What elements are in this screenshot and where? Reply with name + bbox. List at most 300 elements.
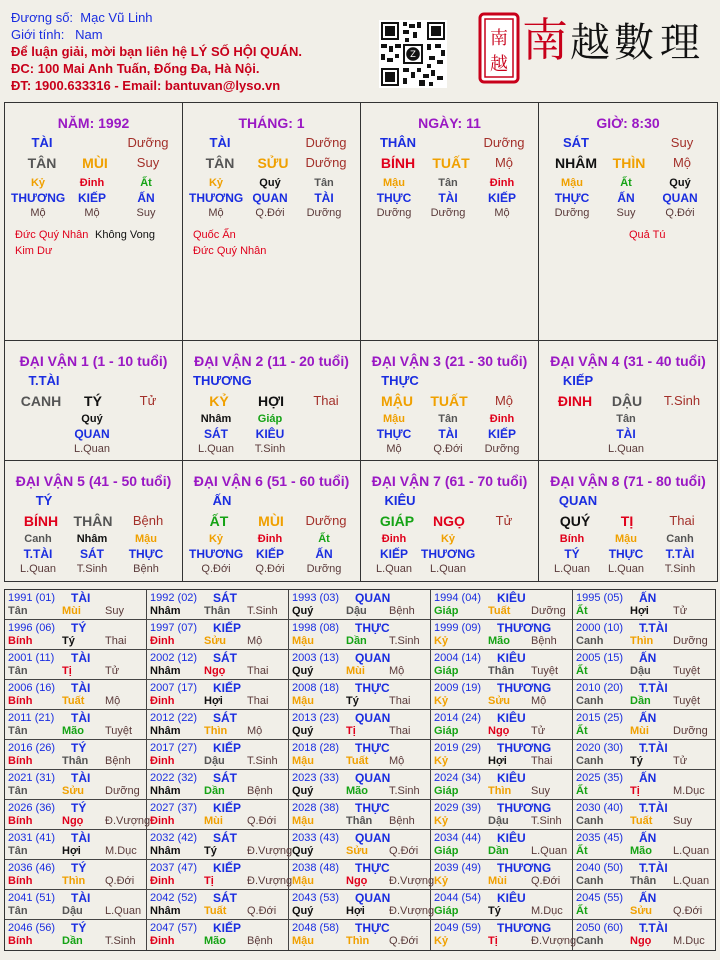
annual-status: Mộ [247, 725, 263, 737]
annual-cell[interactable] [431, 620, 573, 650]
annual-year: 2046 (56) [8, 922, 56, 934]
pillar-cell[interactable] [361, 103, 539, 341]
annual-cell[interactable] [573, 890, 715, 920]
annual-year: 2035 (45) [576, 832, 624, 844]
annual-cell[interactable] [147, 710, 289, 740]
dai-van-status: Mộ [494, 393, 514, 408]
annual-status: Tử [673, 755, 688, 767]
annual-god: SÁT [213, 591, 237, 605]
annual-cell[interactable] [147, 650, 289, 680]
annual-cell[interactable] [573, 590, 715, 620]
dai-van-cell[interactable] [183, 341, 361, 461]
annual-chi: Sửu [62, 785, 85, 797]
annual-chi: Tuất [488, 605, 511, 617]
annual-cell[interactable] [5, 830, 147, 860]
annual-cell[interactable] [147, 770, 289, 800]
pillar-chi-status: Suy [136, 155, 160, 170]
annual-can: Đinh [150, 815, 175, 827]
annual-god: T.TÀI [639, 921, 668, 935]
annual-chi: Hợi [346, 905, 365, 917]
annual-year: 1996 (06) [8, 622, 56, 634]
annual-year: 1991 (01) [8, 592, 56, 604]
annual-cell[interactable] [431, 680, 573, 710]
annual-row [5, 680, 715, 710]
hidden-status: Q.Đới [255, 563, 285, 575]
pillars-row [5, 103, 717, 341]
hidden-can: Quý [259, 177, 281, 189]
annual-status: Q.Đới [389, 845, 419, 857]
annual-cell[interactable] [573, 830, 715, 860]
annual-cell[interactable] [573, 920, 715, 950]
annual-can: Giáp [434, 845, 459, 857]
dai-van-can: GIÁP [379, 513, 415, 529]
annual-god: KIÊU [497, 651, 526, 665]
hidden-god: KIẾP [379, 547, 408, 561]
annual-can: Giáp [434, 905, 459, 917]
so-label: Đương số: [11, 10, 74, 25]
annual-cell[interactable] [573, 650, 715, 680]
annual-year: 2045 (55) [576, 892, 624, 904]
annual-status: Thai [389, 695, 411, 707]
annual-cell[interactable] [5, 650, 147, 680]
annual-cell[interactable] [147, 830, 293, 860]
hidden-status: Dưỡng [484, 443, 520, 455]
annual-cell[interactable] [431, 860, 573, 890]
hidden-status: Mộ [494, 207, 510, 219]
annual-god: QUAN [355, 771, 391, 785]
annual-god: TÝ [71, 861, 87, 875]
hidden-status: L.Quan [607, 563, 645, 575]
annual-year: 2048 (58) [292, 922, 340, 934]
annual-god: KIÊU [497, 591, 526, 605]
hidden-status: T.Sinh [254, 443, 286, 455]
annual-year: 2007 (17) [150, 682, 198, 694]
annual-chi: Dậu [630, 665, 651, 677]
annual-cell[interactable] [147, 890, 289, 920]
annual-god: KIẾP [213, 621, 242, 635]
annual-year: 2026 (36) [8, 802, 56, 814]
pillar-chi-status: Mộ [672, 155, 692, 170]
annual-chi: Tị [346, 725, 356, 737]
hidden-can: Quý [81, 413, 103, 425]
pillar-chi: MÙI [82, 155, 108, 171]
annual-god: TÀI [71, 681, 91, 695]
dai-van-chi: THÂN [73, 513, 113, 529]
annual-year: 2022 (32) [150, 772, 198, 784]
annual-status: Mộ [389, 665, 405, 677]
annual-god: TÀI [71, 591, 91, 605]
annual-cell[interactable] [5, 860, 147, 890]
annual-god: TÝ [71, 921, 87, 935]
annual-can: Đinh [150, 935, 175, 947]
hidden-status: Mộ [386, 443, 402, 455]
pillar-can: BÍNH [380, 155, 416, 171]
annual-status: T.Sinh [247, 755, 278, 767]
annual-status: Mộ [389, 755, 405, 767]
contact-line: Để luận giải, mời bạn liên hệ LÝ SỐ HỘI QUÁN. [11, 44, 302, 59]
annual-cell[interactable] [5, 890, 147, 920]
annual-year: 2042 (52) [150, 892, 198, 904]
hidden-god: SÁT [80, 547, 104, 561]
annual-god: KIẾP [213, 681, 242, 695]
hidden-god: TÀI [438, 427, 458, 441]
hidden-can: Mậu [383, 177, 405, 189]
main-chart-grid [4, 102, 718, 582]
annual-status: Mộ [247, 635, 263, 647]
annual-god: SÁT [213, 891, 237, 905]
annual-cell[interactable] [5, 620, 147, 650]
annual-row [5, 800, 715, 830]
hidden-can: Kỷ [208, 177, 224, 189]
annual-cell[interactable] [5, 710, 147, 740]
annual-year: 2005 (15) [576, 652, 624, 664]
annual-cell[interactable] [5, 680, 147, 710]
annual-status: Bệnh [389, 815, 415, 827]
annual-year: 2019 (29) [434, 742, 482, 754]
annual-cell[interactable] [431, 770, 573, 800]
seal-char-2: 越 [490, 54, 508, 75]
dai-van-can: MẬU [381, 393, 413, 409]
annual-status: M.Dục [673, 785, 705, 797]
dai-van-status: Dưỡng [305, 513, 347, 528]
annual-cell[interactable] [289, 620, 431, 650]
annual-status: Q.Đới [247, 815, 277, 827]
annual-cell[interactable] [289, 800, 431, 830]
annual-god: T.TÀI [639, 741, 668, 755]
annual-year: 2032 (42) [150, 832, 198, 844]
annual-can: Kỷ [434, 815, 449, 827]
annual-cell[interactable] [5, 740, 147, 770]
annual-year: 2011 (21) [8, 712, 55, 724]
annual-chi: Tý [630, 755, 643, 767]
annual-god: T.TÀI [639, 801, 668, 815]
annual-can: Ất [576, 605, 588, 617]
hidden-can: Ất [140, 177, 152, 189]
annual-cell[interactable] [147, 680, 289, 710]
annual-cell[interactable] [5, 800, 151, 830]
dai-van-title: ĐẠI VẬN 1 (1 - 10 tuổi) [19, 353, 168, 369]
annual-cell[interactable] [431, 830, 573, 860]
annual-chi: Ngọ [204, 665, 226, 677]
annual-god: T.TÀI [639, 681, 668, 695]
dai-van-top-god: ẤN [212, 493, 232, 508]
annual-cell[interactable] [431, 800, 573, 830]
annual-god: KIẾP [213, 741, 242, 755]
dai-van-cell[interactable] [361, 341, 539, 461]
annual-god: TÀI [71, 831, 91, 845]
dai-van-cell[interactable] [539, 461, 717, 581]
annual-status: Bệnh [247, 935, 273, 947]
hidden-can: Đinh [489, 177, 515, 189]
annual-can: Mậu [292, 755, 314, 767]
dai-van-title: ĐẠI VẬN 8 (71 - 80 tuổi) [550, 473, 706, 489]
annual-chi: Ngọ [62, 815, 84, 827]
annual-row [5, 650, 715, 680]
dai-van-top-god: KIẾP [562, 373, 594, 388]
annual-year: 2001 (11) [8, 652, 55, 664]
pillar-cell[interactable] [539, 103, 717, 341]
dai-van-cell[interactable] [5, 341, 183, 461]
annual-cell[interactable] [147, 920, 289, 950]
annual-status: Tuyệt [531, 665, 559, 677]
dai-van-status: Thai [313, 393, 339, 408]
annual-year: 2030 (40) [576, 802, 624, 814]
annual-can: Giáp [434, 605, 459, 617]
annual-can: Giáp [434, 785, 459, 797]
annual-cell[interactable] [573, 860, 715, 890]
annual-chi: Mão [204, 935, 226, 947]
annual-status: Suy [105, 605, 124, 617]
dai-van-chi: HỢI [258, 393, 284, 409]
annual-can: Canh [576, 935, 604, 947]
annual-chi: Mùi [488, 875, 507, 887]
annual-god: ẤN [639, 711, 657, 725]
hidden-status: Dưỡng [306, 563, 342, 575]
hidden-god: TÀI [616, 427, 636, 441]
svg-text:Z: Z [410, 49, 416, 60]
annual-cell[interactable] [289, 650, 431, 680]
annual-cell[interactable] [573, 680, 715, 710]
pillar-chi: TUẤT [432, 155, 470, 171]
annual-year: 2031 (41) [8, 832, 56, 844]
annual-god: KIÊU [497, 831, 526, 845]
annual-can: Mậu [292, 815, 314, 827]
annual-can: Mậu [292, 635, 314, 647]
annual-year: 1994 (04) [434, 592, 482, 604]
annual-status: Thai [389, 725, 411, 737]
annual-status: Đ.Vượng [531, 935, 577, 947]
annual-cell[interactable] [147, 860, 293, 890]
annual-cell[interactable] [431, 890, 573, 920]
annual-can: Kỷ [434, 695, 449, 707]
annual-god: KIẾP [213, 861, 242, 875]
annual-can: Quý [292, 665, 314, 677]
annual-year: 2004 (14) [434, 652, 482, 664]
star-name: Kim Dư [15, 245, 53, 257]
annual-year: 1999 (09) [434, 622, 482, 634]
hidden-can: Ất [318, 533, 330, 545]
annual-status: Đ.Vượng [247, 845, 293, 857]
pillar-cell[interactable] [5, 103, 183, 341]
annual-cell[interactable] [289, 830, 431, 860]
nam-viet-so-ly-logo [478, 8, 710, 88]
annual-cell[interactable] [147, 620, 289, 650]
annual-god: SÁT [213, 771, 237, 785]
annual-can: Tân [8, 665, 28, 677]
dai-van-cell[interactable] [539, 341, 717, 461]
annual-can: Ất [576, 785, 588, 797]
annual-cell[interactable] [289, 590, 431, 620]
annual-can: Đinh [150, 755, 175, 767]
annual-god: KIÊU [497, 711, 526, 725]
annual-can: Bính [8, 815, 33, 827]
annual-cell[interactable] [289, 920, 431, 950]
annual-cell[interactable] [431, 590, 573, 620]
pillar-top-status: Dưỡng [483, 135, 525, 150]
annual-year: 1997 (07) [150, 622, 198, 634]
annual-can: Nhâm [150, 665, 181, 677]
dai-van-chi: MÙI [258, 513, 284, 529]
annual-status: Suy [673, 815, 692, 827]
annual-can: Tân [8, 605, 28, 617]
annual-god: THƯƠNG [497, 921, 552, 935]
annual-status: Dưỡng [105, 785, 140, 797]
annual-god: SÁT [213, 711, 237, 725]
annual-cell[interactable] [431, 740, 573, 770]
annual-cell[interactable] [573, 620, 715, 650]
annual-status: Tuyệt [673, 665, 701, 677]
hidden-can: Mậu [383, 413, 405, 425]
pillar-title: THÁNG: 1 [238, 115, 305, 131]
annual-cell[interactable] [289, 710, 431, 740]
annual-year: 2040 (50) [576, 862, 624, 874]
annual-can: Kỷ [434, 755, 449, 767]
hidden-god: TÝ [564, 547, 580, 561]
annual-cell[interactable] [573, 800, 715, 830]
annual-can: Đinh [150, 875, 175, 887]
dai-van-can: BÍNH [23, 513, 59, 529]
annual-cell[interactable] [431, 650, 573, 680]
dai-van-can: ẤT [209, 513, 229, 529]
annual-can: Ất [576, 845, 588, 857]
annual-god: ẤN [639, 591, 657, 605]
annual-year: 2039 (49) [434, 862, 482, 874]
annual-chi: Sửu [204, 635, 227, 647]
annual-cell[interactable] [147, 590, 289, 620]
star-name: Quốc Ấn [193, 229, 236, 241]
dai-van-title: ĐẠI VẬN 7 (61 - 70 tuổi) [371, 473, 528, 489]
pillar-chi: THÌN [612, 155, 646, 171]
annual-cell[interactable] [5, 920, 147, 950]
qr-code-icon[interactable] [379, 20, 447, 88]
annual-status: Suy [531, 785, 550, 797]
annual-cell[interactable] [289, 860, 435, 890]
annual-chi: Ngọ [630, 935, 652, 947]
dai-van-top-god: THƯƠNG [193, 373, 252, 388]
hidden-status: Q.Đới [433, 443, 463, 455]
annual-cell[interactable] [573, 740, 715, 770]
pillar-can: TÂN [205, 155, 235, 171]
annual-chi: Tuất [204, 905, 227, 917]
annual-chi: Thìn [346, 935, 370, 947]
annual-year: 2025 (35) [576, 772, 624, 784]
annual-chi: Tuất [62, 695, 85, 707]
annual-can: Quý [292, 845, 314, 857]
annual-cell[interactable] [431, 710, 573, 740]
pillar-title: NGÀY: 11 [418, 115, 481, 131]
annual-status: M.Dục [531, 905, 563, 917]
annual-year: 2010 (20) [576, 682, 624, 694]
hidden-can: Tân [314, 177, 334, 189]
annual-cell[interactable] [147, 740, 289, 770]
pillar-cell[interactable] [183, 103, 361, 341]
annual-can: Nhâm [150, 725, 181, 737]
annual-chi: Hợi [630, 605, 649, 617]
hidden-status: Suy [616, 207, 636, 219]
annual-year: 2041 (51) [8, 892, 56, 904]
annual-god: KIẾP [213, 801, 242, 815]
hidden-status: Mộ [208, 207, 224, 219]
hidden-status: Bệnh [133, 563, 159, 575]
annual-chi: Tý [62, 635, 75, 647]
annual-chi: Tị [488, 935, 498, 947]
annual-cell[interactable] [147, 800, 289, 830]
annual-cell[interactable] [573, 770, 715, 800]
annual-cell[interactable] [289, 680, 431, 710]
annual-row [5, 890, 715, 920]
hidden-can: Mậu [135, 533, 157, 545]
annual-status: Thai [247, 695, 269, 707]
annual-god: ẤN [639, 891, 657, 905]
dai-van-chi: DẬU [611, 393, 643, 409]
annual-can: Canh [576, 695, 604, 707]
dai-van-status: Tử [139, 393, 157, 408]
dai-van-can: QUÝ [559, 513, 591, 529]
dai-van-cell[interactable] [5, 461, 183, 581]
annual-cell[interactable] [289, 770, 431, 800]
annual-year: 2037 (47) [150, 862, 198, 874]
annual-status: T.Sinh [247, 605, 278, 617]
dai-van-top-god: T.TÀI [28, 373, 60, 388]
hidden-can: Ất [620, 177, 632, 189]
annual-year: 2017 (27) [150, 742, 198, 754]
annual-can: Canh [576, 635, 604, 647]
hidden-status: T.Sinh [76, 563, 108, 575]
annual-cell[interactable] [573, 710, 715, 740]
annual-cell[interactable] [5, 590, 147, 620]
dai-van-cell[interactable] [183, 461, 361, 581]
annual-god: THỰC [355, 741, 390, 755]
annual-year: 2018 (28) [292, 742, 340, 754]
hidden-god: TÀI [314, 191, 334, 205]
star-name: Đức Quý Nhân [15, 229, 89, 241]
annual-can: Nhâm [150, 845, 181, 857]
annual-chi: Dậu [346, 605, 367, 617]
annual-cell[interactable] [289, 740, 431, 770]
annual-chi: Thân [488, 665, 515, 677]
annual-god: THƯƠNG [497, 621, 552, 635]
annual-status: L.Quan [673, 845, 710, 857]
annual-row [5, 740, 715, 770]
annual-status: Đ.Vượng [105, 815, 151, 827]
annual-year: 2015 (25) [576, 712, 624, 724]
annual-cell[interactable] [289, 890, 435, 920]
annual-status: M.Dục [673, 935, 705, 947]
annual-can: Đinh [150, 635, 175, 647]
annual-chi: Dần [488, 845, 509, 857]
hidden-god: ẤN [315, 547, 333, 561]
annual-chi: Mão [346, 785, 368, 797]
annual-cell[interactable] [431, 920, 577, 950]
logo-char-4: 理 [660, 20, 700, 66]
annual-row [5, 710, 715, 740]
hidden-can: Đinh [257, 533, 283, 545]
annual-year: 1998 (08) [292, 622, 340, 634]
pillar-title: NĂM: 1992 [57, 115, 130, 131]
annual-status: Dưỡng [531, 605, 566, 617]
annual-chi: Tuất [346, 755, 369, 767]
annual-can: Canh [576, 755, 604, 767]
annual-can: Mậu [292, 695, 314, 707]
phone-email-line: ĐT: 1900.633316 - Email: bantuvan@lyso.vn [11, 78, 281, 93]
dai-van-cell[interactable] [361, 461, 539, 581]
annual-row [5, 620, 715, 650]
annual-god: QUAN [355, 651, 391, 665]
annual-cell[interactable] [5, 770, 147, 800]
annual-status: Dưỡng [673, 725, 708, 737]
annual-status: Tuyệt [105, 725, 133, 737]
hidden-status: Suy [136, 207, 156, 219]
